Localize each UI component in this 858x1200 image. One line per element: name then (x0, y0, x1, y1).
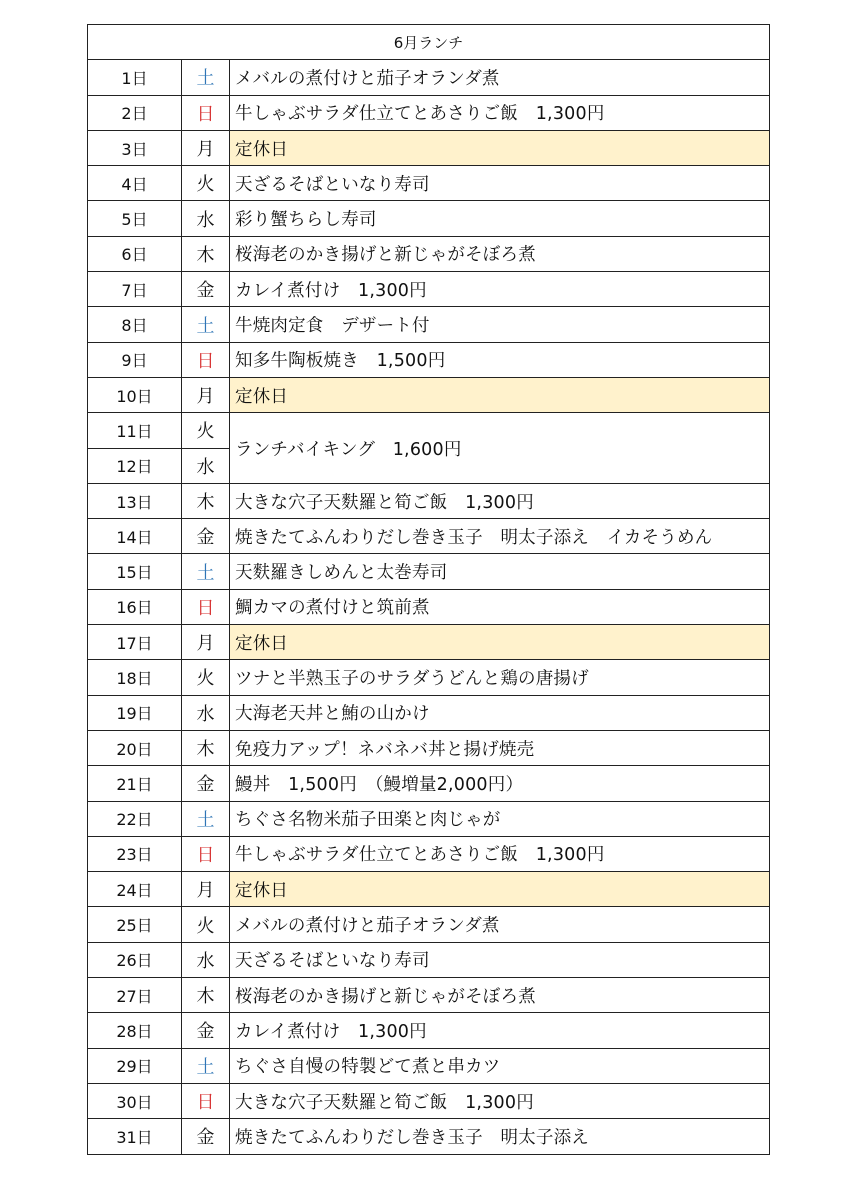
date-cell: 23日 (88, 836, 182, 871)
dish-cell: 牛焼肉定食 デザート付 (230, 307, 770, 342)
menu-row (88, 660, 770, 695)
date-cell: 31日 (88, 1119, 182, 1154)
date-cell: 12日 (88, 448, 182, 483)
menu-row (88, 978, 770, 1013)
date-cell: 4日 (88, 166, 182, 201)
menu-row (88, 236, 770, 271)
menu-row (88, 801, 770, 836)
date-cell: 6日 (88, 236, 182, 271)
weekday-cell: 木 (182, 730, 230, 765)
dish-cell: ちぐさ名物米茄子田楽と肉じゃが (230, 801, 770, 836)
menu-row (88, 342, 770, 377)
weekday-cell: 金 (182, 272, 230, 307)
date-cell: 18日 (88, 660, 182, 695)
weekday-cell: 土 (182, 801, 230, 836)
dish-cell: メバルの煮付けと茄子オランダ煮 (230, 60, 770, 95)
weekday-cell: 日 (182, 342, 230, 377)
menu-row (88, 625, 770, 660)
menu-row (88, 483, 770, 518)
menu-row (88, 307, 770, 342)
weekday-cell: 月 (182, 130, 230, 165)
date-cell: 15日 (88, 554, 182, 589)
date-cell: 9日 (88, 342, 182, 377)
menu-row (88, 554, 770, 589)
dish-cell: 定休日 (230, 625, 770, 660)
menu-row (88, 907, 770, 942)
weekday-cell: 月 (182, 377, 230, 412)
weekday-cell: 金 (182, 519, 230, 554)
date-cell: 13日 (88, 483, 182, 518)
weekday-cell: 日 (182, 95, 230, 130)
dish-cell: 天麩羅きしめんと太巻寿司 (230, 554, 770, 589)
menu-row (88, 60, 770, 95)
date-cell: 20日 (88, 730, 182, 765)
menu-row (88, 130, 770, 165)
dish-cell: 桜海老のかき揚げと新じゃがそぼろ煮 (230, 978, 770, 1013)
date-cell: 5日 (88, 201, 182, 236)
weekday-cell: 水 (182, 201, 230, 236)
weekday-cell: 金 (182, 1119, 230, 1154)
date-cell: 17日 (88, 625, 182, 660)
weekday-cell: 土 (182, 307, 230, 342)
menu-row (88, 942, 770, 977)
weekday-cell: 木 (182, 483, 230, 518)
weekday-cell: 日 (182, 836, 230, 871)
menu-row (88, 95, 770, 130)
weekday-cell: 日 (182, 1083, 230, 1118)
dish-cell: 天ざるそばといなり寿司 (230, 166, 770, 201)
weekday-cell: 木 (182, 978, 230, 1013)
weekday-cell: 木 (182, 236, 230, 271)
menu-row (88, 201, 770, 236)
dish-cell: 免疫力アップ！ネバネバ丼と揚げ焼売 (230, 730, 770, 765)
weekday-cell: 月 (182, 625, 230, 660)
dish-cell: 大きな穴子天麩羅と筍ご飯 1,300円 (230, 1083, 770, 1118)
date-cell: 14日 (88, 519, 182, 554)
date-cell: 24日 (88, 872, 182, 907)
menu-row (88, 272, 770, 307)
date-cell: 26日 (88, 942, 182, 977)
weekday-cell: 火 (182, 413, 230, 448)
date-cell: 8日 (88, 307, 182, 342)
weekday-cell: 水 (182, 448, 230, 483)
date-cell: 10日 (88, 377, 182, 412)
dish-cell: 知多牛陶板焼き 1,500円 (230, 342, 770, 377)
dish-cell: ツナと半熟玉子のサラダうどんと鶏の唐揚げ (230, 660, 770, 695)
weekday-cell: 火 (182, 660, 230, 695)
weekday-cell: 土 (182, 1048, 230, 1083)
weekday-cell: 水 (182, 695, 230, 730)
weekday-cell: 土 (182, 60, 230, 95)
weekday-cell: 金 (182, 766, 230, 801)
dish-cell: 焼きたてふんわりだし巻き玉子 明太子添え (230, 1119, 770, 1154)
dish-cell: 定休日 (230, 130, 770, 165)
dish-cell: 大海老天丼と鮪の山かけ (230, 695, 770, 730)
date-cell: 11日 (88, 413, 182, 448)
title-row (88, 25, 770, 60)
weekday-cell: 金 (182, 1013, 230, 1048)
weekday-cell: 月 (182, 872, 230, 907)
weekday-cell: 水 (182, 942, 230, 977)
dish-cell: ちぐさ自慢の特製どて煮と串カツ (230, 1048, 770, 1083)
dish-cell: 定休日 (230, 377, 770, 412)
dish-cell: ランチバイキング 1,600円 (230, 413, 770, 484)
dish-cell: 鯛カマの煮付けと筑前煮 (230, 589, 770, 624)
date-cell: 2日 (88, 95, 182, 130)
dish-cell: 天ざるそばといなり寿司 (230, 942, 770, 977)
date-cell: 1日 (88, 60, 182, 95)
menu-row (88, 1083, 770, 1118)
menu-row (88, 589, 770, 624)
date-cell: 22日 (88, 801, 182, 836)
date-cell: 29日 (88, 1048, 182, 1083)
menu-row (88, 836, 770, 871)
menu-title: 6月ランチ (88, 25, 770, 60)
weekday-cell: 火 (182, 907, 230, 942)
menu-row (88, 1013, 770, 1048)
menu-row (88, 519, 770, 554)
menu-row (88, 166, 770, 201)
date-cell: 16日 (88, 589, 182, 624)
menu-row (88, 413, 770, 448)
weekday-cell: 日 (182, 589, 230, 624)
date-cell: 27日 (88, 978, 182, 1013)
dish-cell: カレイ煮付け 1,300円 (230, 1013, 770, 1048)
date-cell: 19日 (88, 695, 182, 730)
date-cell: 7日 (88, 272, 182, 307)
menu-row (88, 695, 770, 730)
dish-cell: 定休日 (230, 872, 770, 907)
date-cell: 25日 (88, 907, 182, 942)
menu-row (88, 730, 770, 765)
date-cell: 21日 (88, 766, 182, 801)
date-cell: 3日 (88, 130, 182, 165)
weekday-cell: 火 (182, 166, 230, 201)
menu-row (88, 872, 770, 907)
weekday-cell: 土 (182, 554, 230, 589)
dish-cell: カレイ煮付け 1,300円 (230, 272, 770, 307)
date-cell: 28日 (88, 1013, 182, 1048)
menu-body (88, 25, 770, 1155)
dish-cell: 大きな穴子天麩羅と筍ご飯 1,300円 (230, 483, 770, 518)
dish-cell: 牛しゃぶサラダ仕立てとあさりご飯 1,300円 (230, 836, 770, 871)
lunch-menu-table (87, 24, 770, 1155)
dish-cell: メバルの煮付けと茄子オランダ煮 (230, 907, 770, 942)
menu-row (88, 1119, 770, 1154)
menu-row (88, 1048, 770, 1083)
dish-cell: 彩り蟹ちらし寿司 (230, 201, 770, 236)
dish-cell: 桜海老のかき揚げと新じゃがそぼろ煮 (230, 236, 770, 271)
dish-cell: 牛しゃぶサラダ仕立てとあさりご飯 1,300円 (230, 95, 770, 130)
date-cell: 30日 (88, 1083, 182, 1118)
dish-cell: 鰻丼 1,500円 （鰻増量2,000円） (230, 766, 770, 801)
dish-cell: 焼きたてふんわりだし巻き玉子 明太子添え イカそうめん (230, 519, 770, 554)
menu-row (88, 377, 770, 412)
menu-row (88, 766, 770, 801)
